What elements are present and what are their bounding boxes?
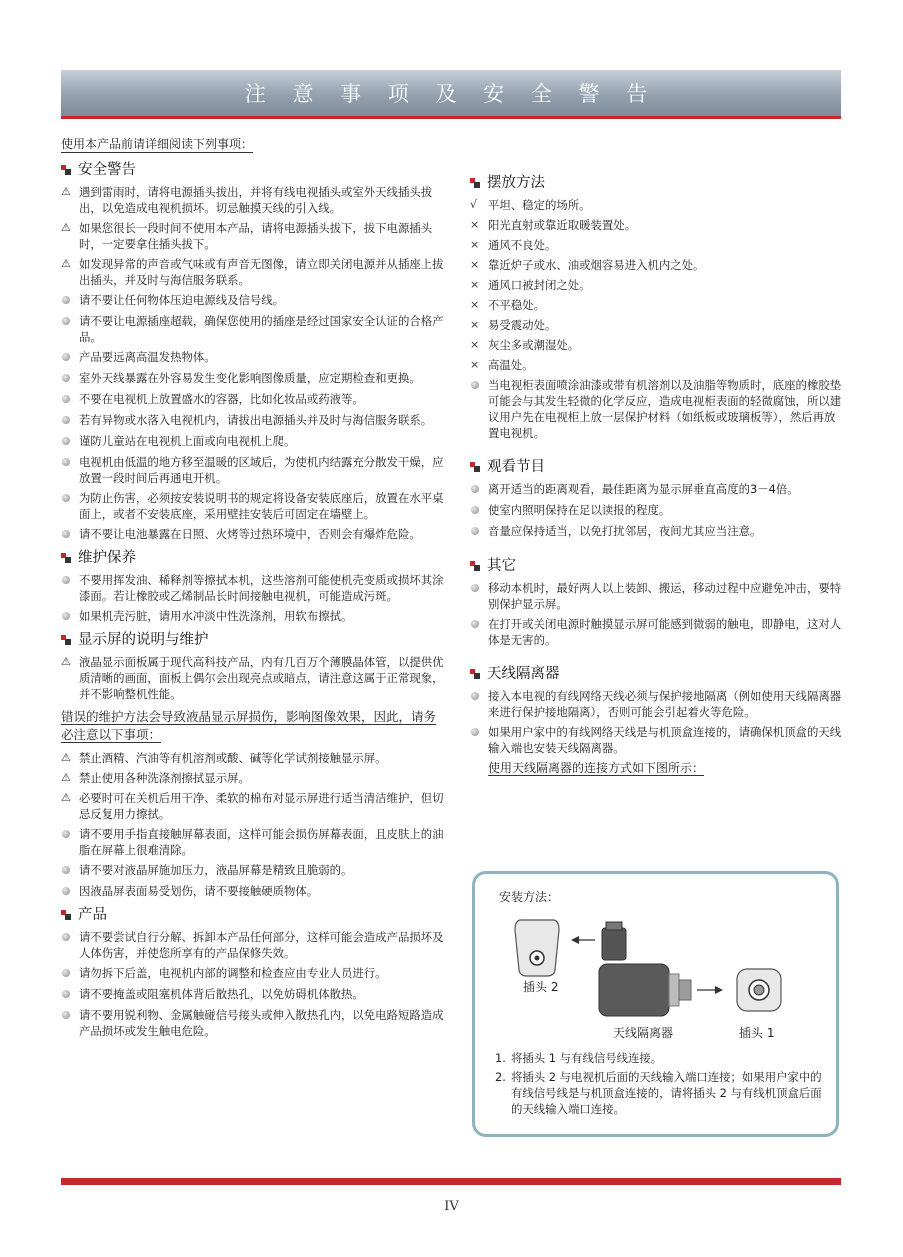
bullet-dot-icon <box>61 412 79 429</box>
list-item <box>61 490 446 522</box>
section-title: 显示屏的说明与维护 <box>78 632 209 648</box>
item-text: 通风口被封闭之处。 <box>488 278 591 292</box>
item-text: 平坦、稳定的场所。 <box>488 198 591 212</box>
list-item <box>61 929 446 961</box>
watching-list <box>470 481 845 540</box>
warning-icon: ⚠ <box>61 771 71 784</box>
plug-2-label: 插头 2 <box>523 980 559 994</box>
section-bullet-icon <box>470 561 481 572</box>
cross-icon: × <box>470 298 480 311</box>
dot-icon <box>62 933 70 941</box>
dot-icon <box>471 692 479 700</box>
section-title: 安全警告 <box>78 162 136 178</box>
item-text: 禁止酒精、汽油等有机溶剂或酸、碱等化学试剂接触显示屏。 <box>79 751 387 765</box>
list-item <box>61 433 446 450</box>
bullet-dot-icon <box>61 292 79 309</box>
section-bullet-icon <box>470 669 481 680</box>
item-text: 不平稳处。 <box>488 298 545 312</box>
list-item <box>470 237 845 253</box>
list-item <box>470 580 845 612</box>
list-item <box>61 454 446 486</box>
plug-1-pin-icon <box>754 985 764 995</box>
display-list-2 <box>61 750 446 900</box>
step-number: 1. <box>495 1051 506 1065</box>
list-item <box>61 770 446 786</box>
list-item <box>470 688 845 720</box>
item-text: 请不要用锐利物、金属触碰信号接头或伸入散热孔内，以免电路短路造成产品损坏或发生触电危险。 <box>79 1008 444 1038</box>
bullet-dot-icon <box>470 502 488 519</box>
install-title: 安装方法： <box>499 890 560 904</box>
banner-divider <box>61 116 841 119</box>
dot-icon <box>62 317 70 325</box>
cross-icon: × <box>470 278 480 291</box>
item-text: 不要在电视机上放置盛水的容器，比如化妆品或药液等。 <box>79 392 364 406</box>
install-step <box>495 1050 825 1066</box>
item-text: 灰尘多或潮湿处。 <box>488 338 580 352</box>
dot-icon <box>62 1011 70 1019</box>
bullet-dot-icon <box>61 349 79 366</box>
dot-icon <box>62 830 70 838</box>
bullet-dot-icon <box>61 454 79 471</box>
item-text: 遇到雷雨时，请将电源插头拔出，并将有线电视插头或室外天线插头拔出，以免造成电视机损坏。切忌触摸天线的引入线。 <box>79 185 433 215</box>
section-bullet-icon <box>61 165 72 176</box>
item-text: 靠近炉子或水、油或烟容易进入机内之处。 <box>488 258 705 272</box>
list-item <box>61 313 446 345</box>
safety-list <box>61 184 446 543</box>
item-text: 为防止伤害，必须按安装说明书的规定将设备安装底座后，放置在水平桌面上，或者不安装底座，采用壁挂安装后可固定在墙壁上。 <box>79 491 444 521</box>
item-text: 不要用挥发油、稀释剂等擦拭本机，这些溶剂可能使机壳变质或损坏其涂漆面。若让橡胶或乙烯制品长时间接触电视机，可能造成污斑。 <box>79 573 444 603</box>
list-item <box>470 481 845 498</box>
bullet-dot-icon <box>61 929 79 946</box>
dot-icon <box>62 395 70 403</box>
list-item <box>61 572 446 604</box>
isolator-body-icon <box>599 964 669 1016</box>
bullet-dot-icon <box>61 391 79 408</box>
bullet-dot-icon <box>470 616 488 633</box>
section-heading-display <box>61 632 446 648</box>
dot-icon <box>62 296 70 304</box>
bullet-dot-icon <box>470 377 488 394</box>
list-item <box>470 197 845 213</box>
list-item <box>61 1007 446 1039</box>
list-item <box>61 862 446 879</box>
list-item <box>61 292 446 309</box>
bullet-dot-icon <box>470 580 488 597</box>
dot-icon <box>62 866 70 874</box>
item-text: 如果用户家中的有线网络天线是与机顶盒连接的，请确保机顶盒的天线输入端也安装天线隔离器。 <box>488 725 842 755</box>
step-text: 将插头 1 与有线信号线连接。 <box>511 1051 663 1065</box>
list-item <box>470 297 845 313</box>
item-text: 如发现异常的声音或气味或有声音无图像，请立即关闭电源并从插座上拔出插头，并及时与海信服务联系。 <box>79 257 444 287</box>
list-item <box>470 377 845 441</box>
install-diagram-box <box>472 871 839 1137</box>
bullet-dot-icon <box>61 433 79 450</box>
section-heading-placement <box>470 175 845 191</box>
list-item <box>61 750 446 766</box>
section-heading-other <box>470 558 845 574</box>
list-item <box>61 608 446 625</box>
section-heading-product <box>61 907 446 923</box>
item-text: 当电视柜表面喷涂油漆或带有机溶剂以及油脂等物质时，底座的橡胶垫可能会与其发生轻微的化学反应，造成电视柜表面的轻微腐蚀，所以建议用户先在电视柜上放一层保护材料（如纸板或玻璃板等），然后再放置电视机。 <box>488 378 842 440</box>
item-text: 请勿拆下后盖，电视机内部的调整和检查应由专业人员进行。 <box>79 966 387 980</box>
item-text: 移动本机时，最好两人以上装卸、搬运，移动过程中应避免冲击，要特别保护显示屏。 <box>488 581 842 611</box>
item-text: 易受震动处。 <box>488 318 557 332</box>
section-title: 天线隔离器 <box>487 666 560 682</box>
section-bullet-icon <box>470 178 481 189</box>
item-text: 接入本电视的有线网络天线必须与保护接地隔离（例如使用天线隔离器来进行保护接地隔离），否则可能会引起着火等危险。 <box>488 689 842 719</box>
item-text: 因液晶屏表面易受划伤，请不要接触硬质物体。 <box>79 884 319 898</box>
section-heading-safety <box>61 162 446 178</box>
step-text: 将插头 2 与电视机后面的天线输入端口连接；如果用户家中的有线信号线是与机顶盒连接的，请将插头 2 与有线机顶盒后面的天线输入端口连接。 <box>511 1070 822 1116</box>
list-item <box>61 526 446 543</box>
warning-icon: ⚠ <box>61 655 71 668</box>
maintenance-list <box>61 572 446 625</box>
cross-icon: × <box>470 238 480 251</box>
bullet-dot-icon <box>61 572 79 589</box>
dot-icon <box>62 494 70 502</box>
item-text: 若有异物或水落入电视机内，请拔出电源插头并及时与海信服务联系。 <box>79 413 433 427</box>
right-column <box>470 168 845 776</box>
section-title: 产品 <box>78 907 107 923</box>
item-text: 请不要用手指直接触屏幕表面，这样可能会损伤屏幕表面，且皮肤上的油脂在屏幕上很难清除。 <box>79 827 444 857</box>
page-number: IV <box>444 1199 459 1214</box>
bullet-dot-icon <box>61 526 79 543</box>
dot-icon <box>471 527 479 535</box>
item-text: 如果您很长一段时间不使用本产品，请将电源插头拔下，拔下电源插头时，一定要拿住插头拔下。 <box>79 221 433 251</box>
item-text: 阳光直射或靠近取暖装置处。 <box>488 218 637 232</box>
bullet-dot-icon <box>61 883 79 900</box>
dot-icon <box>471 506 479 514</box>
list-item <box>470 217 845 233</box>
display-warning-note <box>61 708 446 744</box>
antenna-caption-text: 使用天线隔离器的连接方式如下图所示： <box>488 761 705 775</box>
install-steps <box>495 1050 825 1120</box>
list-item <box>61 220 446 252</box>
arrow-right-head-icon <box>715 986 723 994</box>
dot-icon <box>62 887 70 895</box>
dot-icon <box>471 584 479 592</box>
other-list <box>470 580 845 648</box>
dot-icon <box>62 530 70 538</box>
check-icon: √ <box>470 198 478 211</box>
step-number: 2. <box>495 1070 506 1084</box>
warning-icon: ⚠ <box>61 791 71 804</box>
bullet-dot-icon <box>470 724 488 741</box>
dot-icon <box>471 381 479 389</box>
list-item <box>470 502 845 519</box>
bullet-dot-icon <box>61 965 79 982</box>
item-text: 必要时可在关机后用干净、柔软的棉布对显示屏进行适当清洁维护，但切忌反复用力擦拭。 <box>79 791 444 821</box>
list-item <box>470 357 845 373</box>
dot-icon <box>62 458 70 466</box>
dot-icon <box>62 990 70 998</box>
page-title: 注 意 事 项 及 安 全 警 告 <box>244 82 658 106</box>
section-title: 其它 <box>487 558 516 574</box>
bullet-dot-icon <box>61 370 79 387</box>
isolator-label: 天线隔离器 <box>613 1026 674 1040</box>
display-list <box>61 654 446 702</box>
item-text: 电视机由低温的地方移至温暖的区域后，为使机内结露充分散发干燥，应放置一段时间后再通电开机。 <box>79 455 444 485</box>
section-title: 维护保养 <box>78 550 136 566</box>
bullet-dot-icon <box>61 1007 79 1024</box>
warning-icon: ⚠ <box>61 257 71 270</box>
item-text: 请不要让任何物体压迫电源线及信号线。 <box>79 293 285 307</box>
section-heading-antenna <box>470 666 845 682</box>
bullet-dot-icon <box>470 523 488 540</box>
list-item <box>61 370 446 387</box>
list-item <box>470 616 845 648</box>
item-text: 在打开或关闭电源时触摸显示屏可能感到微弱的触电，即静电，这对人体是无害的。 <box>488 617 842 647</box>
antenna-list <box>470 688 845 756</box>
item-text: 通风不良处。 <box>488 238 557 252</box>
isolator-thread-icon <box>669 974 679 1006</box>
item-text: 请不要让电池暴露在日照、火烤等过热环境中，否则会有爆炸危险。 <box>79 527 421 541</box>
item-text: 高温处。 <box>488 358 534 372</box>
cross-icon: × <box>470 338 480 351</box>
list-item <box>470 317 845 333</box>
bullet-dot-icon <box>61 608 79 625</box>
dot-icon <box>62 612 70 620</box>
left-column <box>61 134 446 1043</box>
section-title: 摆放方法 <box>487 175 545 191</box>
item-text: 请不要让电源插座超载，确保您使用的插座是经过国家安全认证的合格产品。 <box>79 314 444 344</box>
item-text: 室外天线暴露在外容易发生变化影响图像质量，应定期检查和更换。 <box>79 371 421 385</box>
section-title: 观看节目 <box>487 459 545 475</box>
warning-icon: ⚠ <box>61 751 71 764</box>
dot-icon <box>471 485 479 493</box>
section-bullet-icon <box>470 462 481 473</box>
item-text: 产品要远离高温发热物体。 <box>79 350 216 364</box>
dot-icon <box>62 353 70 361</box>
list-item <box>470 337 845 353</box>
list-item <box>470 724 845 756</box>
product-list <box>61 929 446 1039</box>
placement-list <box>470 197 845 441</box>
list-item <box>61 256 446 288</box>
bullet-dot-icon <box>61 826 79 843</box>
item-text: 液晶显示面板属于现代高科技产品，内有几百万个薄膜晶体管，以提供优质清晰的画面，面板上偶尔会出现亮点或暗点，请注意这属于正常现象，并不影响整机性能。 <box>79 655 444 701</box>
dot-icon <box>62 437 70 445</box>
section-bullet-icon <box>61 910 72 921</box>
item-text: 禁止使用各种洗涤剂擦拭显示屏。 <box>79 771 250 785</box>
warning-icon: ⚠ <box>61 185 71 198</box>
list-item <box>61 349 446 366</box>
intro-line <box>61 136 446 152</box>
section-heading-watching <box>470 459 845 475</box>
list-item <box>61 654 446 702</box>
install-step <box>495 1069 825 1117</box>
plug-2-pin-icon <box>535 956 540 961</box>
item-text: 离开适当的距离观看，最佳距离为显示屏垂直高度的3－4倍。 <box>488 482 799 496</box>
isolator-top-connector-icon <box>602 928 626 960</box>
list-item <box>61 883 446 900</box>
section-bullet-icon <box>61 635 72 646</box>
list-item <box>61 184 446 216</box>
dot-icon <box>471 620 479 628</box>
item-text: 请不要对液晶屏施加压力，液晶屏幕是精致且脆弱的。 <box>79 863 353 877</box>
dot-icon <box>471 728 479 736</box>
dot-icon <box>62 416 70 424</box>
list-item <box>61 412 446 429</box>
item-text: 请不要尝试自行分解、拆卸本产品任何部分，这样可能会造成产品损坏及人体伤害，并使您所享有的产品保修失效。 <box>79 930 444 960</box>
dot-icon <box>62 374 70 382</box>
warning-icon: ⚠ <box>61 221 71 234</box>
item-text: 使室内照明保持在足以读报的程度。 <box>488 503 671 517</box>
dot-icon <box>62 576 70 584</box>
bullet-dot-icon <box>61 986 79 1003</box>
bullet-dot-icon <box>61 313 79 330</box>
isolator-tip-icon <box>679 980 691 1000</box>
arrow-left-head-icon <box>571 936 579 944</box>
list-item <box>61 391 446 408</box>
item-text: 请不要掩盖或阻塞机体背后散热孔，以免妨碍机体散热。 <box>79 987 364 1001</box>
list-item <box>61 965 446 982</box>
warning-note-text: 错误的维护方法会导致液晶显示屏损伤，影响图像效果，因此，请务必注意以下事项： <box>61 709 437 742</box>
section-bullet-icon <box>61 553 72 564</box>
bullet-dot-icon <box>470 481 488 498</box>
isolator-top-tip-icon <box>606 922 622 930</box>
plug-1-label: 插头 1 <box>739 1026 775 1040</box>
plug-2-icon <box>515 920 559 976</box>
list-item <box>61 826 446 858</box>
list-item <box>470 277 845 293</box>
list-item <box>61 986 446 1003</box>
list-item <box>61 790 446 822</box>
bullet-dot-icon <box>470 688 488 705</box>
bullet-dot-icon <box>61 862 79 879</box>
cross-icon: × <box>470 258 480 271</box>
footer-divider <box>61 1178 841 1185</box>
section-heading-maintenance <box>61 550 446 566</box>
item-text: 如果机壳污脏，请用水冲淡中性洗涤剂，用软布擦拭。 <box>79 609 353 623</box>
item-text: 谨防儿童站在电视机上面或向电视机上爬。 <box>79 434 296 448</box>
cross-icon: × <box>470 318 480 331</box>
cross-icon: × <box>470 218 480 231</box>
intro-text: 使用本产品前请详细阅读下列事项： <box>61 137 254 151</box>
title-banner <box>61 70 841 116</box>
list-item <box>470 257 845 273</box>
antenna-caption <box>488 760 845 776</box>
list-item <box>470 523 845 540</box>
dot-icon <box>62 969 70 977</box>
bullet-dot-icon <box>61 490 79 507</box>
cross-icon: × <box>470 358 480 371</box>
item-text: 音量应保持适当，以免打扰邻居，夜间尤其应当注意。 <box>488 524 762 538</box>
